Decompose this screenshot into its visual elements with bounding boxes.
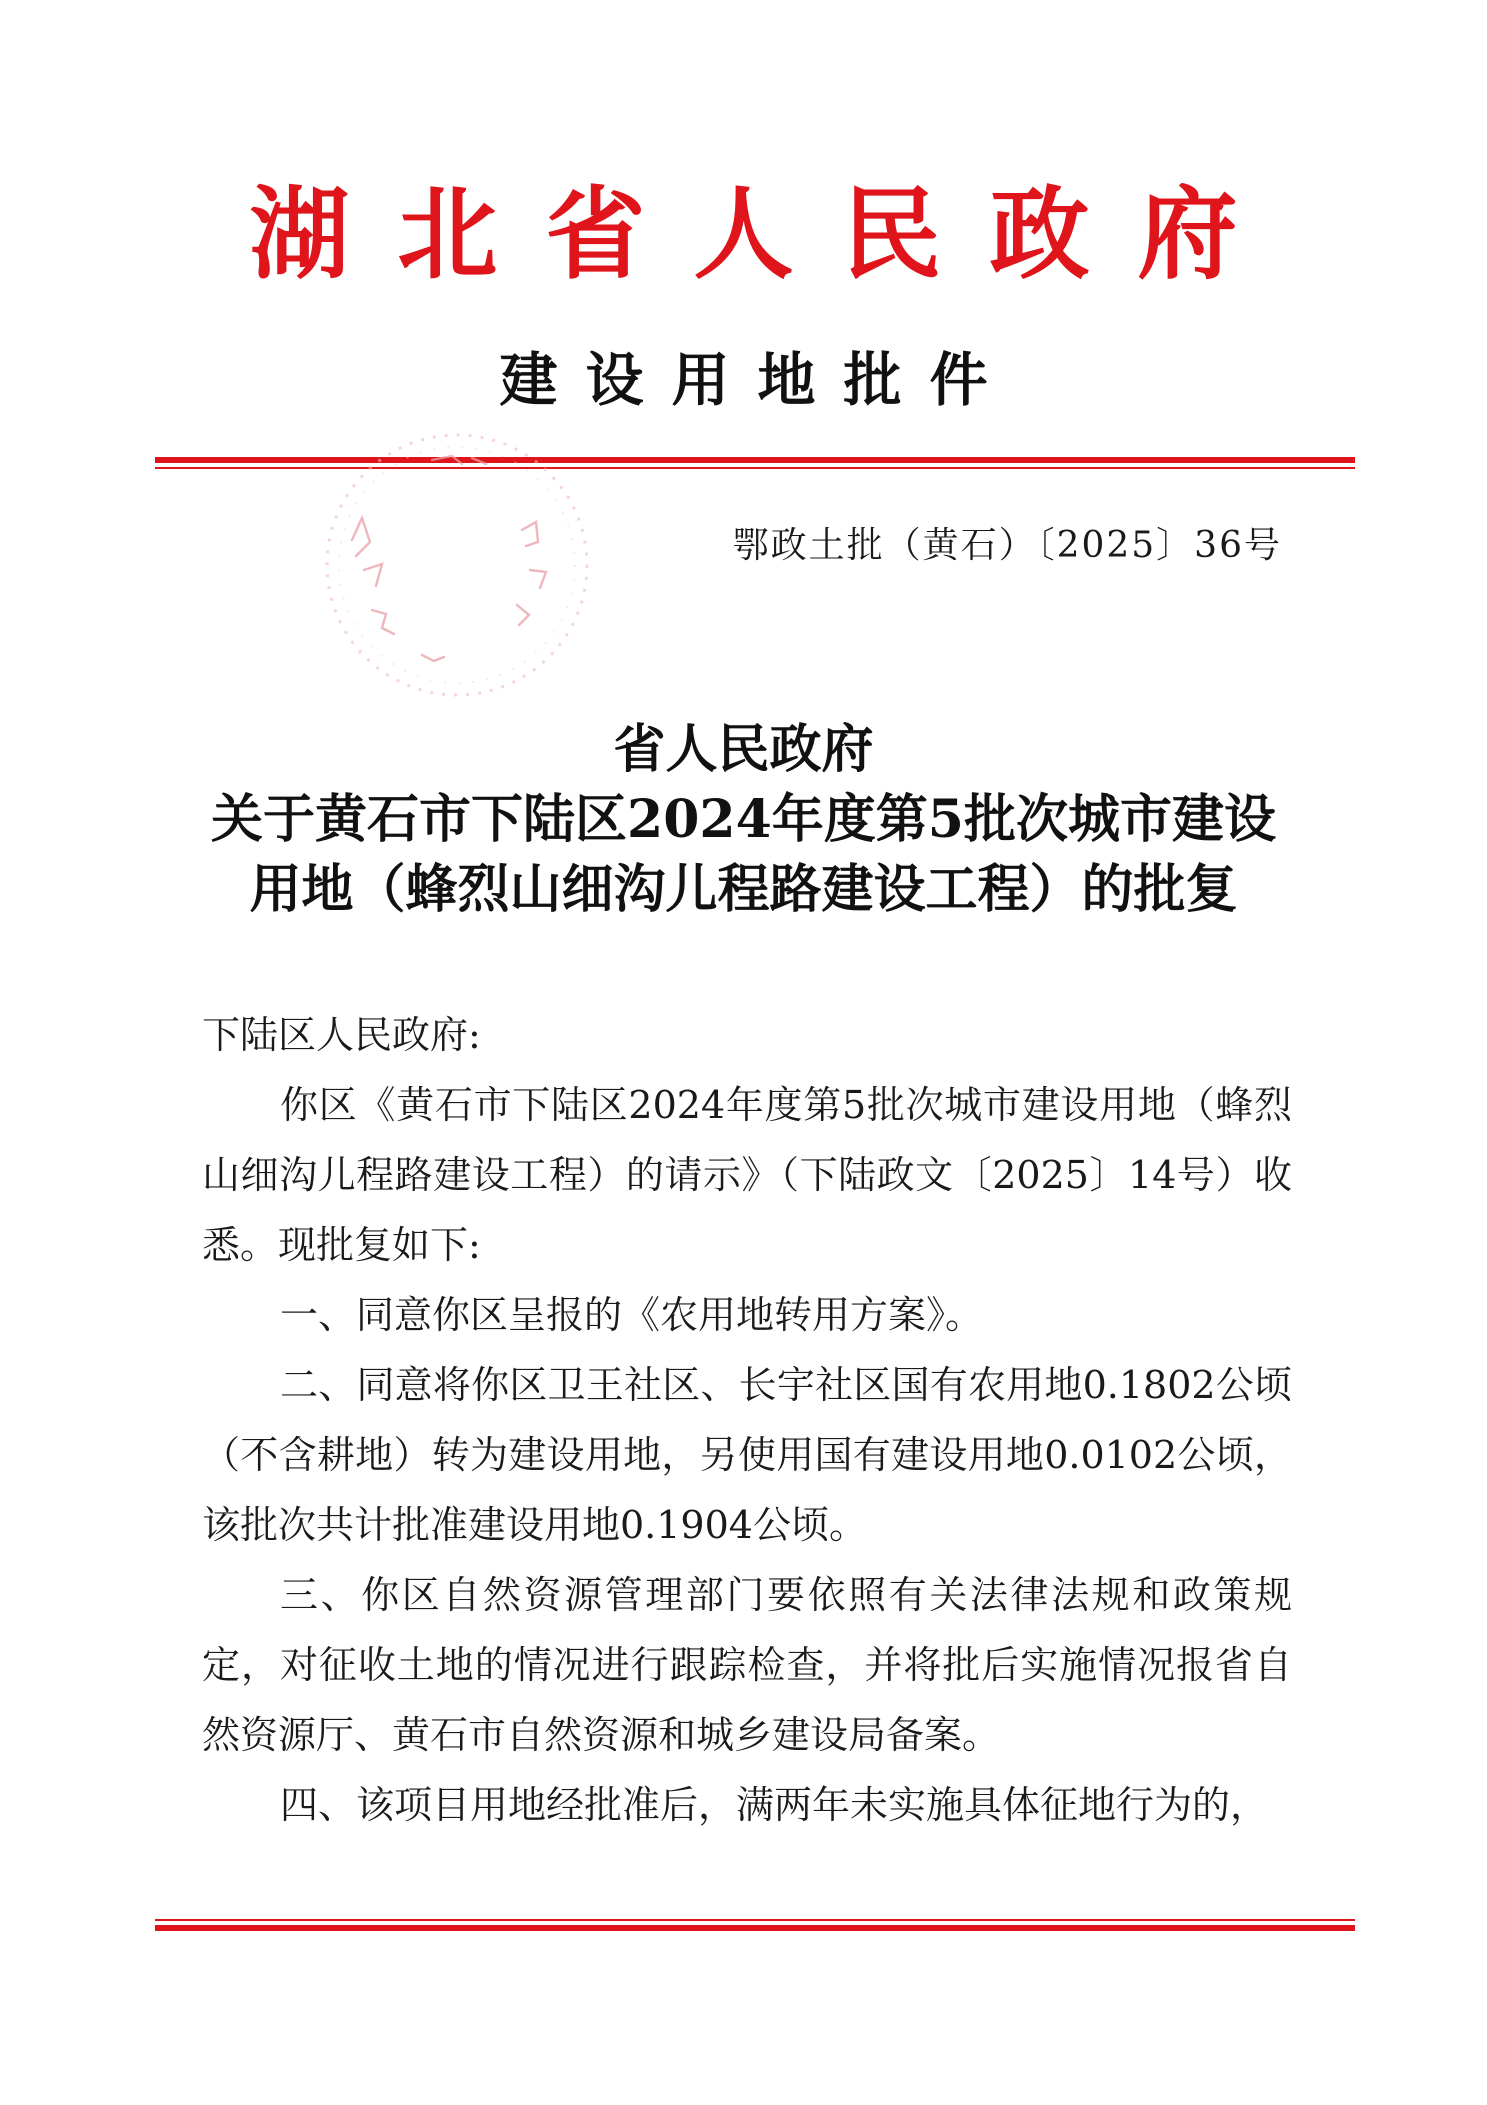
body-paragraph: 三、你区自然资源管理部门要依照有关法律法规和政策规定，对征收土地的情况进行跟踪检查，并将批后实施情况报省自然资源厅、黄石市自然资源和城乡建设局备案。 bbox=[202, 1573, 1292, 1757]
document-title bbox=[160, 715, 1327, 925]
addressee: 下陆区人民政府: bbox=[202, 1013, 481, 1057]
document-number: 鄂政土批（黄石）〔2025〕36号 bbox=[732, 525, 1282, 566]
issuing-authority-title: 湖北省人民政府 bbox=[249, 176, 1286, 293]
footer-red-rule-thin bbox=[155, 1919, 1355, 1921]
title-line-1: 省人民政府 bbox=[613, 719, 874, 780]
body-paragraph: 一、同意你区呈报的《农用地转用方案》。 bbox=[280, 1293, 984, 1337]
document-type-heading: 建设用地批件 bbox=[499, 346, 1016, 414]
document-body bbox=[202, 1000, 1292, 1840]
footer-red-rule-thick bbox=[155, 1925, 1355, 1931]
title-line-2: 关于黄石市下陆区2024年度第5批次城市建设 bbox=[211, 789, 1276, 850]
body-paragraph: 四、该项目用地经批准后，满两年未实施具体征地行为的， bbox=[280, 1783, 1269, 1827]
title-line-3: 用地（蜂烈山细沟儿程路建设工程）的批复 bbox=[249, 859, 1238, 920]
body-paragraph: 你区《黄石市下陆区2024年度第5批次城市建设用地（蜂烈山细沟儿程路建设工程）的请示》（下陆政文〔2025〕14号）收悉。现批复如下: bbox=[202, 1083, 1292, 1267]
official-seal-stamp bbox=[312, 420, 602, 710]
body-paragraph: 二、同意将你区卫王社区、长宇社区国有农用地0.1802公顷（不含耕地）转为建设用地，另使用国有建设用地0.0102公顷，该批次共计批准建设用地0.1904公顷。 bbox=[202, 1363, 1292, 1547]
